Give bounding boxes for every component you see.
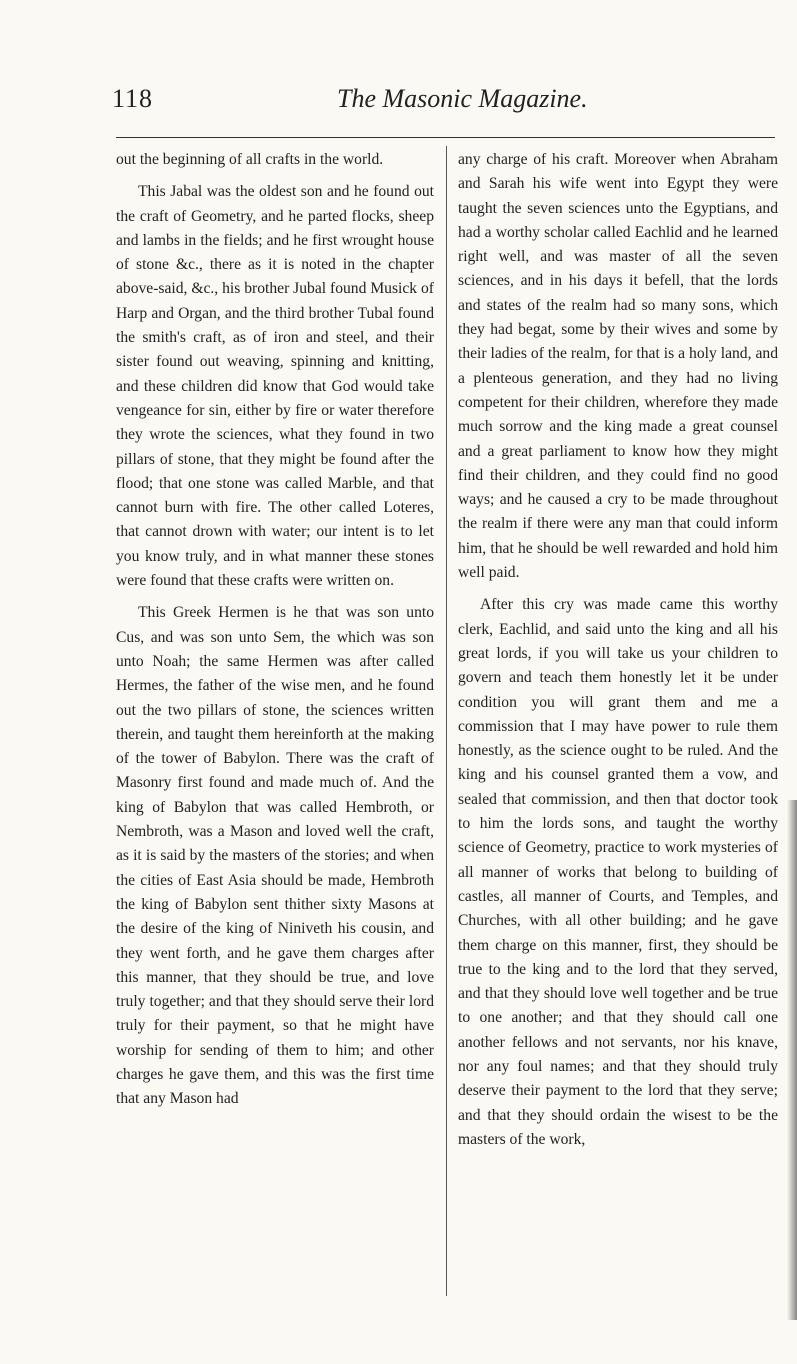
paragraph: This Greek Hermen is he that was son unto Cus, and was son unto Sem, the which was son unto Noah; the same Hermen was after called Hermes, the father of the wise men, and he found out the two pillars of stone, the sciences written therein, and taught them hereinforth at the making of the tower of Babylon. There was the craft of Masonry first found and made much of. And the king of Babylon that was called Hembroth, or Nembroth, was a Mason and loved well the craft, as it is said by the masters of the stories; and when the cities of East Asia should be made, Hembroth the king of Babylon sent thither sixty Masons at the desire of the king of Niniveth his cousin, and they went forth, and he gave them charges after this manner, that they should be true, and love truly together; and that they should serve their lord truly for their payment, so that he might have worship for sending of them to him; and other charges he gave them, and this was the first time that any Mason had bbox=[116, 604, 434, 1108]
left-column bbox=[116, 148, 434, 1112]
right-column bbox=[458, 148, 778, 1152]
page-number: 118 bbox=[112, 84, 154, 113]
paragraph: This Jabal was the oldest son and he found out the craft of Geometry, and he parted flocks, sheep and lambs in the fields; and he first wrought house of stone &c., there as it is noted in the chapter above-said, &c., his brother Jubal found Musick of Harp and Organ, and the third brother Tubal found the smith's craft, as of iron and steel, and their sister found out weaving, spinning and knitting, and these children did know that God would take vengeance for sin, either by fire or water therefore they wrote the sciences, what they found in two pillars of stone, that they might be found after the flood; that one stone was called Marble, and that cannot burn with fire. The other called Loteres, that cannot drown with water; our intent is to let you know truly, and in what manner these stones were found that these crafts were written on. bbox=[116, 183, 434, 590]
page-edge-shadow bbox=[787, 800, 797, 1320]
header-rule bbox=[116, 137, 775, 138]
paragraph: any charge of his craft. Moreover when Abraham and Sarah his wife went into Egypt they were taught the seven sciences unto the Egyptians, and had a worthy scholar called Eachlid and he learned right well, and was master of all the seven sciences, and in his days it befell, that the lords and states of the realm had so many sons, which they had begat, some by their wives and some by their ladies of the realm, for that is a holy land, and a plenteous generation, and they had no living competent for their children, wherefore they made much sorrow and the king made a great counsel and a great parliament to know how they might find their children, and they could find no good ways; and he caused a cry to be made throughout the realm if there were any man that could inform him, that he should be well rewarded and hold him well paid. bbox=[458, 151, 778, 582]
column-divider bbox=[446, 146, 447, 1296]
running-title: The Masonic Magazine. bbox=[337, 84, 588, 113]
running-header bbox=[112, 84, 771, 124]
paragraph: After this cry was made came this worthy clerk, Eachlid, and said unto the king and all his great lords, if you will take us your children to govern and teach them honestly let it be under condition you will grant them and me a commission that I may have power to rule them honestly, as the science ought to be ruled. And the king and his counsel granted them a vow, and sealed that commission, and then that doctor took to him the lords sons, and taught the worthy science of Geometry, practice to work mysteries of all manner of works that belong to building of castles, all manner of Courts, and Temples, and Churches, with all other building; and he gave them charge on this manner, first, they should be true to the king and to the lord that they served, and that they should love well together and be true to one another; and that they should call one another fellows and not servants, nor his knave, nor any foul names; and that they should truly deserve their payment to the lord that they serve; and that they should ordain the wisest to be the masters of the work, bbox=[458, 596, 778, 1148]
paragraph: out the beginning of all crafts in the world. bbox=[116, 151, 384, 168]
